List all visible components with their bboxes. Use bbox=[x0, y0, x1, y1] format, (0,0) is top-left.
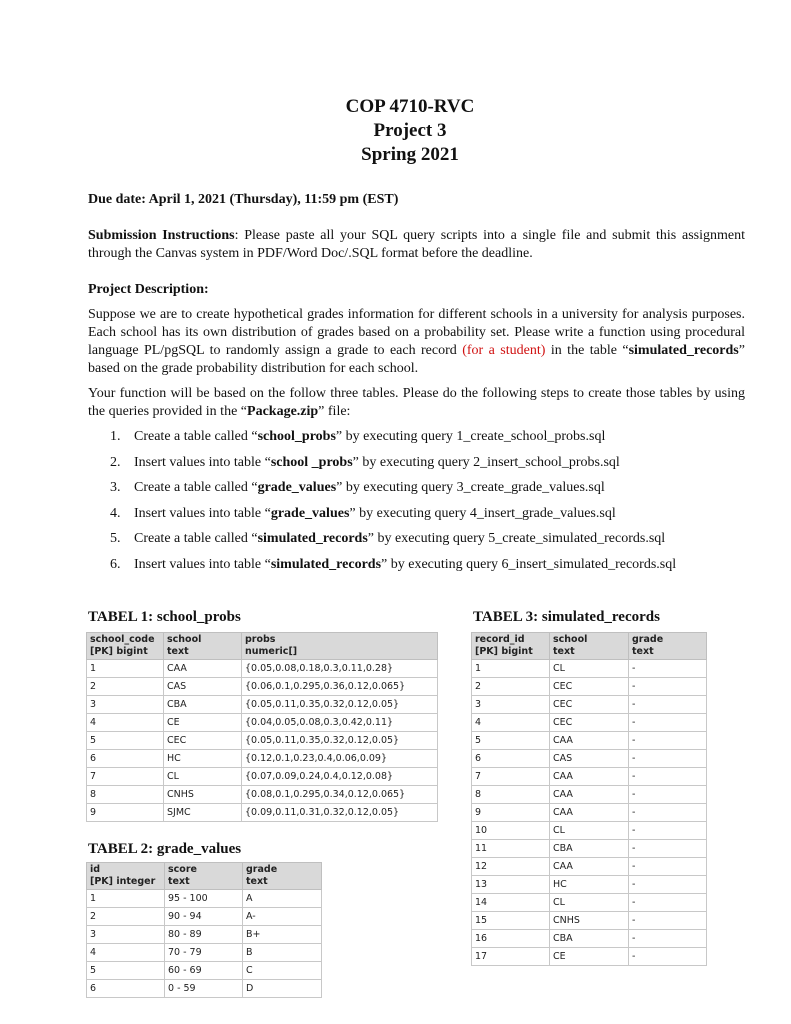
table-cell[interactable]: CAA bbox=[550, 804, 629, 822]
table-cell[interactable]: 15 bbox=[472, 912, 550, 930]
step-table-name: simulated_records bbox=[270, 556, 382, 572]
table-cell[interactable]: {0.08,0.1,0.295,0.34,0.12,0.065} bbox=[242, 786, 438, 804]
step-table-name: school _probs bbox=[270, 454, 353, 470]
table-row bbox=[87, 980, 322, 998]
table-cell[interactable]: CAA bbox=[550, 732, 629, 750]
table-cell[interactable]: 3 bbox=[87, 926, 165, 944]
table-body bbox=[472, 660, 707, 966]
step-number: 3. bbox=[110, 480, 121, 496]
table-cell[interactable]: CEC bbox=[550, 696, 629, 714]
column-type: text bbox=[632, 646, 654, 657]
table-cell[interactable]: CBA bbox=[550, 930, 629, 948]
table-cell[interactable]: 5 bbox=[87, 732, 164, 750]
table-cell[interactable]: 14 bbox=[472, 894, 550, 912]
table-cell[interactable]: CAS bbox=[550, 750, 629, 768]
step-text: Create a table called “ bbox=[134, 480, 258, 496]
column-type: text bbox=[167, 646, 189, 657]
course-title: COP 4710-RVC bbox=[345, 96, 475, 117]
table-row bbox=[472, 678, 707, 696]
table-row bbox=[472, 786, 707, 804]
table-cell[interactable]: - bbox=[629, 750, 707, 768]
step-table-name: grade_values bbox=[257, 480, 337, 496]
table-cell[interactable]: 70 - 79 bbox=[165, 944, 243, 962]
column-header[interactable] bbox=[87, 863, 165, 890]
column-header[interactable] bbox=[164, 633, 242, 660]
table-cell[interactable]: CBA bbox=[550, 840, 629, 858]
table-cell[interactable]: {0.05,0.11,0.35,0.32,0.12,0.05} bbox=[242, 696, 438, 714]
table-row bbox=[472, 930, 707, 948]
table-cell[interactable]: CL bbox=[550, 822, 629, 840]
table-cell[interactable]: {0.04,0.05,0.08,0.3,0.42,0.11} bbox=[242, 714, 438, 732]
step-number: 5. bbox=[110, 531, 121, 547]
table-cell[interactable]: CL bbox=[164, 768, 242, 786]
table-cell[interactable]: - bbox=[629, 930, 707, 948]
column-type: [PK] bigint bbox=[475, 646, 533, 657]
table-cell[interactable]: 1 bbox=[87, 660, 164, 678]
table-cell[interactable]: CEC bbox=[550, 678, 629, 696]
table-cell[interactable]: 2 bbox=[87, 908, 165, 926]
table-cell[interactable]: 1 bbox=[87, 890, 165, 908]
table-cell[interactable]: 4 bbox=[472, 714, 550, 732]
table-cell[interactable]: C bbox=[243, 962, 322, 980]
step-number: 2. bbox=[110, 454, 121, 470]
step-number: 1. bbox=[110, 429, 121, 444]
table-row bbox=[87, 750, 438, 768]
table-row bbox=[87, 944, 322, 962]
table-row bbox=[472, 876, 707, 894]
column-type: numeric[] bbox=[245, 646, 298, 657]
table-cell[interactable]: B+ bbox=[243, 926, 322, 944]
step-number: 6. bbox=[110, 556, 121, 572]
submission-text: : Please paste all your SQL query scripts into a single file and submit this assignment through the Canvas system in PDF/Word Doc/.SQL format before the deadline. bbox=[88, 228, 746, 261]
table-cell[interactable]: - bbox=[629, 858, 707, 876]
table-cell[interactable]: 3 bbox=[472, 696, 550, 714]
table1-caption: TABEL 1: school_probs bbox=[88, 609, 241, 625]
table-cell[interactable]: 6 bbox=[87, 750, 164, 768]
table-row bbox=[87, 926, 322, 944]
table-cell[interactable]: 11 bbox=[472, 840, 550, 858]
table-cell[interactable]: CAA bbox=[550, 858, 629, 876]
column-type: [PK] bigint bbox=[90, 646, 148, 657]
p2-text-c: ” file: bbox=[318, 404, 351, 419]
table-cell[interactable]: B bbox=[243, 944, 322, 962]
p1-text-a: Suppose we are to create hypothetical grades information for different schools in a university for analysis purposes. Each school has its own distribution of grades based on a probability set. Please write a function using procedural language PL/pgSQL to randomly assign a grade to each record bbox=[88, 307, 745, 358]
table-cell[interactable]: 13 bbox=[472, 876, 550, 894]
column-name: probs bbox=[245, 634, 276, 645]
table-cell[interactable]: 90 - 94 bbox=[165, 908, 243, 926]
table-cell[interactable]: - bbox=[629, 840, 707, 858]
table-cell[interactable]: - bbox=[629, 804, 707, 822]
table-cell[interactable]: CNHS bbox=[550, 912, 629, 930]
table-row bbox=[472, 714, 707, 732]
table-row bbox=[472, 660, 707, 678]
step-text: ” by executing query 4_insert_grade_values.sql bbox=[349, 505, 616, 521]
table-header-row bbox=[472, 633, 707, 660]
table-cell[interactable]: - bbox=[629, 660, 707, 678]
table-cell[interactable]: {0.07,0.09,0.24,0.4,0.12,0.08} bbox=[242, 768, 438, 786]
table-body bbox=[87, 660, 438, 822]
table-row bbox=[87, 768, 438, 786]
submission-label: Submission Instructions bbox=[88, 228, 235, 243]
table-cell[interactable]: 6 bbox=[87, 980, 165, 998]
column-name: school bbox=[167, 634, 202, 645]
table-row bbox=[472, 912, 707, 930]
table-body bbox=[87, 890, 322, 998]
table-cell[interactable]: - bbox=[629, 678, 707, 696]
table-row bbox=[472, 750, 707, 768]
step-item bbox=[110, 505, 760, 531]
column-header[interactable] bbox=[550, 633, 629, 660]
p1-text-c: ” based on the grade probability distribution for each school. bbox=[88, 343, 745, 376]
table-cell[interactable]: - bbox=[629, 768, 707, 786]
grade-values-table bbox=[86, 862, 322, 998]
table-cell[interactable]: CL bbox=[550, 894, 629, 912]
table-row bbox=[87, 804, 438, 822]
column-name: grade bbox=[632, 634, 664, 645]
table-cell[interactable]: 8 bbox=[472, 786, 550, 804]
column-header[interactable] bbox=[472, 633, 550, 660]
step-text: ” by executing query 2_insert_school_probs.sql bbox=[352, 454, 620, 470]
table-row bbox=[472, 768, 707, 786]
description-paragraph-2 bbox=[88, 385, 745, 421]
column-name: record_id bbox=[475, 634, 525, 645]
table-cell[interactable]: CAA bbox=[550, 768, 629, 786]
table-cell[interactable]: CE bbox=[164, 714, 242, 732]
table-row bbox=[87, 678, 438, 696]
column-header[interactable] bbox=[243, 863, 322, 890]
table-cell[interactable]: CBA bbox=[164, 696, 242, 714]
table-cell[interactable]: 9 bbox=[472, 804, 550, 822]
step-text: Insert values into table “ bbox=[134, 454, 271, 470]
table-cell[interactable]: 6 bbox=[472, 750, 550, 768]
table-cell[interactable]: 17 bbox=[472, 948, 550, 966]
column-name: school bbox=[553, 634, 588, 645]
table-row bbox=[87, 962, 322, 980]
table-cell[interactable]: {0.09,0.11,0.31,0.32,0.12,0.05} bbox=[242, 804, 438, 822]
table-header-row bbox=[87, 863, 322, 890]
table-cell[interactable]: 2 bbox=[472, 678, 550, 696]
column-header[interactable] bbox=[242, 633, 438, 660]
p2-bold-text: Package.zip bbox=[247, 404, 319, 419]
step-item bbox=[110, 454, 760, 480]
table-cell[interactable]: A- bbox=[243, 908, 322, 926]
column-name: school_code bbox=[90, 634, 155, 645]
table-cell[interactable]: 80 - 89 bbox=[165, 926, 243, 944]
table-cell[interactable]: - bbox=[629, 894, 707, 912]
table3-caption: TABEL 3: simulated_records bbox=[473, 609, 660, 625]
table-row bbox=[87, 714, 438, 732]
p1-bold-text: simulated_records bbox=[628, 343, 739, 358]
step-table-name: simulated_records bbox=[257, 531, 368, 547]
table-row bbox=[472, 822, 707, 840]
column-name: grade bbox=[246, 864, 278, 875]
table2-caption: TABEL 2: grade_values bbox=[88, 841, 242, 857]
column-type: text bbox=[246, 876, 268, 887]
table-row bbox=[472, 732, 707, 750]
table-cell[interactable]: {0.12,0.1,0.23,0.4,0.06,0.09} bbox=[242, 750, 438, 768]
table-row bbox=[87, 660, 438, 678]
table-cell[interactable]: A bbox=[243, 890, 322, 908]
step-item bbox=[110, 479, 760, 505]
table-cell[interactable]: - bbox=[629, 822, 707, 840]
simulated-records-table bbox=[471, 632, 707, 966]
table-cell[interactable]: 60 - 69 bbox=[165, 962, 243, 980]
column-header[interactable] bbox=[87, 633, 164, 660]
table-cell[interactable]: 5 bbox=[87, 962, 165, 980]
table-cell[interactable]: - bbox=[629, 912, 707, 930]
school-probs-table bbox=[86, 632, 438, 822]
table-cell[interactable]: CNHS bbox=[164, 786, 242, 804]
table-cell[interactable]: {0.05,0.08,0.18,0.3,0.11,0.28} bbox=[242, 660, 438, 678]
table-cell[interactable]: 7 bbox=[472, 768, 550, 786]
table-cell[interactable]: - bbox=[629, 714, 707, 732]
table-cell[interactable]: - bbox=[629, 696, 707, 714]
table-cell[interactable]: 3 bbox=[87, 696, 164, 714]
table-row bbox=[87, 696, 438, 714]
table-cell[interactable]: 9 bbox=[87, 804, 164, 822]
table-cell[interactable]: 10 bbox=[472, 822, 550, 840]
table-cell[interactable]: D bbox=[243, 980, 322, 998]
table-header-row bbox=[87, 633, 438, 660]
submission-instructions bbox=[88, 227, 745, 263]
table-cell[interactable]: CE bbox=[550, 948, 629, 966]
table-cell[interactable]: 12 bbox=[472, 858, 550, 876]
step-number: 4. bbox=[110, 505, 121, 521]
step-item bbox=[110, 428, 760, 454]
table-row bbox=[472, 840, 707, 858]
table-cell[interactable]: 8 bbox=[87, 786, 164, 804]
table-cell[interactable]: HC bbox=[164, 750, 242, 768]
step-text: ” by executing query 5_create_simulated_records.sql bbox=[367, 531, 666, 547]
table-cell[interactable]: CAS bbox=[164, 678, 242, 696]
column-name: score bbox=[168, 864, 197, 875]
table-row bbox=[87, 732, 438, 750]
p2-text-a: Your function will be based on the follow three tables. Please do the following steps to create those tables by using the queries provided in the “ bbox=[88, 386, 745, 419]
table-cell[interactable]: - bbox=[629, 786, 707, 804]
step-text: Insert values into table “ bbox=[134, 556, 271, 572]
column-header[interactable] bbox=[165, 863, 243, 890]
step-table-name: grade_values bbox=[270, 505, 350, 521]
table-cell[interactable]: CL bbox=[550, 660, 629, 678]
table-cell[interactable]: {0.05,0.11,0.35,0.32,0.12,0.05} bbox=[242, 732, 438, 750]
step-text: Create a table called “ bbox=[134, 429, 258, 444]
table-cell[interactable]: SJMC bbox=[164, 804, 242, 822]
step-text: Insert values into table “ bbox=[134, 505, 271, 521]
table-cell[interactable]: HC bbox=[550, 876, 629, 894]
p1-text-b: in the table “ bbox=[545, 343, 629, 358]
column-header[interactable] bbox=[629, 633, 707, 660]
p1-red-text: (for a student) bbox=[462, 343, 546, 358]
column-type: text bbox=[168, 876, 190, 887]
step-table-name: school_probs bbox=[257, 429, 336, 444]
table-cell[interactable]: 5 bbox=[472, 732, 550, 750]
table-row bbox=[472, 696, 707, 714]
table-row bbox=[472, 804, 707, 822]
step-text: ” by executing query 6_insert_simulated_records.sql bbox=[381, 556, 677, 572]
table-cell[interactable]: - bbox=[629, 876, 707, 894]
project-title: Project 3 bbox=[373, 120, 447, 141]
table-cell[interactable]: 7 bbox=[87, 768, 164, 786]
table-row bbox=[87, 890, 322, 908]
step-item bbox=[110, 556, 760, 582]
table-cell[interactable]: CAA bbox=[164, 660, 242, 678]
description-paragraph-1 bbox=[88, 306, 745, 378]
table-cell[interactable]: - bbox=[629, 948, 707, 966]
table-cell[interactable]: - bbox=[629, 732, 707, 750]
step-text: ” by executing query 3_create_grade_values.sql bbox=[336, 480, 605, 496]
column-type: text bbox=[553, 646, 575, 657]
table-row bbox=[472, 948, 707, 966]
table-cell[interactable]: 1 bbox=[472, 660, 550, 678]
term-title: Spring 2021 bbox=[361, 144, 459, 165]
table-cell[interactable]: CEC bbox=[550, 714, 629, 732]
table-cell[interactable]: CAA bbox=[550, 786, 629, 804]
table-row bbox=[472, 858, 707, 876]
table-cell[interactable]: CEC bbox=[164, 732, 242, 750]
table-row bbox=[87, 786, 438, 804]
step-text: ” by executing query 1_create_school_probs.sql bbox=[335, 429, 606, 444]
table-cell[interactable]: 2 bbox=[87, 678, 164, 696]
steps-list bbox=[110, 428, 760, 582]
table-cell[interactable]: 95 - 100 bbox=[165, 890, 243, 908]
description-heading: Project Description: bbox=[88, 282, 209, 297]
step-item bbox=[110, 530, 760, 556]
table-cell[interactable]: 16 bbox=[472, 930, 550, 948]
column-name: id bbox=[90, 864, 101, 875]
due-date: Due date: April 1, 2021 (Thursday), 11:59 pm (EST) bbox=[88, 192, 399, 207]
table-row bbox=[472, 894, 707, 912]
table-cell[interactable]: 4 bbox=[87, 944, 165, 962]
table-cell[interactable]: 0 - 59 bbox=[165, 980, 243, 998]
table-row bbox=[87, 908, 322, 926]
table-cell[interactable]: {0.06,0.1,0.295,0.36,0.12,0.065} bbox=[242, 678, 438, 696]
step-text: Create a table called “ bbox=[134, 531, 258, 547]
column-type: [PK] integer bbox=[90, 876, 156, 887]
table-cell[interactable]: 4 bbox=[87, 714, 164, 732]
